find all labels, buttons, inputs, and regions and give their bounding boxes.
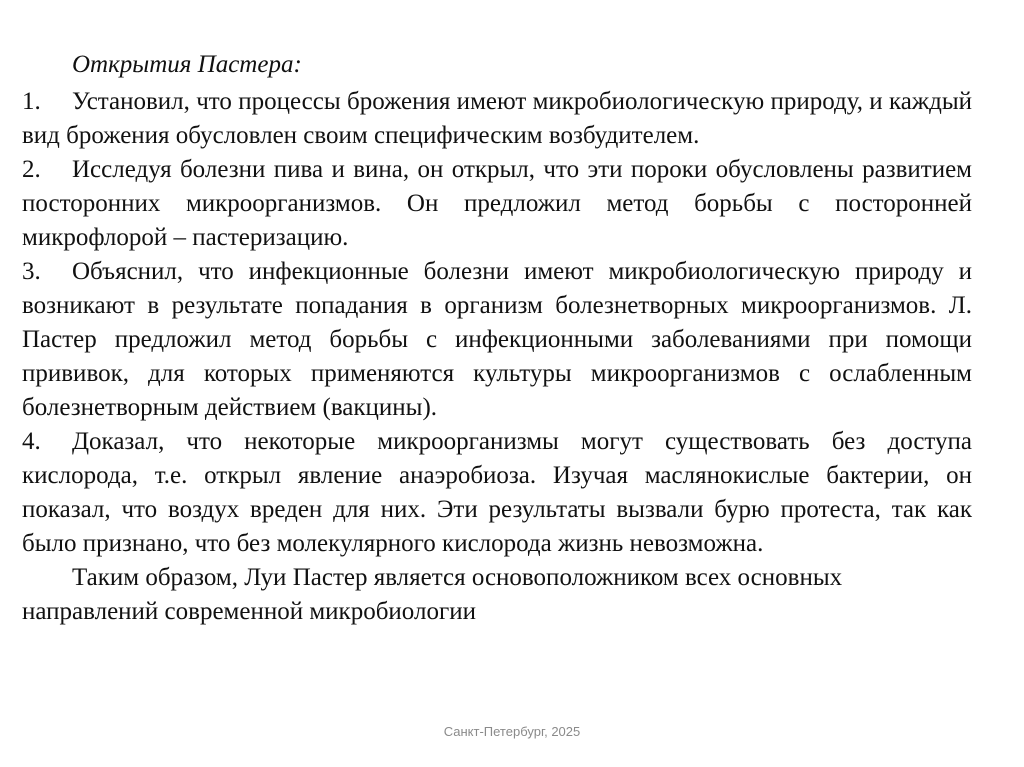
item-text: Исследуя болезни пива и вина, он открыл, что эти пороки обусловлены развитием посторонних микроорганизмов. Он предложил метод борьбы с посторонней микрофлорой – пастеризацию. (22, 156, 972, 251)
item-text: Доказал, что некоторые микроорганизмы могут существовать без доступа кислорода, т.е. открыл явление анаэробиоза. Изучая маслянокислые бактерии, он показал, что воздух вреден для них. Эти результаты вызвали бурю протеста, так как было признано, что без молекулярного кислорода жизнь невозможна. (22, 428, 972, 557)
list-item (22, 85, 972, 153)
item-number: 3. (22, 258, 41, 285)
item-number: 2. (22, 156, 41, 183)
conclusion-text: Таким образом, Луи Пастер является основоположником всех основных направлений современной микробиологии (22, 564, 843, 625)
slide-content (22, 48, 972, 629)
item-number: 4. (22, 428, 41, 455)
footer-text: Санкт-Петербург, 2025 (443, 724, 581, 739)
section-heading: Открытия Пастера: (72, 51, 302, 78)
list-item (22, 255, 972, 425)
item-text: Объяснил, что инфекционные болезни имеют микробиологическую природу и возникают в результате попадания в организм болезнетворных микроорганизмов. Л. Пастер предложил метод борьбы с инфекционными заболеваниями при помощи прививок, для которых применяются культуры микроорганизмов с ослабленным болезнетворным действием (вакцины). (22, 258, 972, 421)
item-text: Установил, что процессы брожения имеют микробиологическую природу, и каждый вид брожения обусловлен своим специфическим возбудителем. (22, 88, 972, 149)
item-number: 1. (22, 88, 41, 115)
list-item (22, 425, 972, 561)
list-item (22, 153, 972, 255)
